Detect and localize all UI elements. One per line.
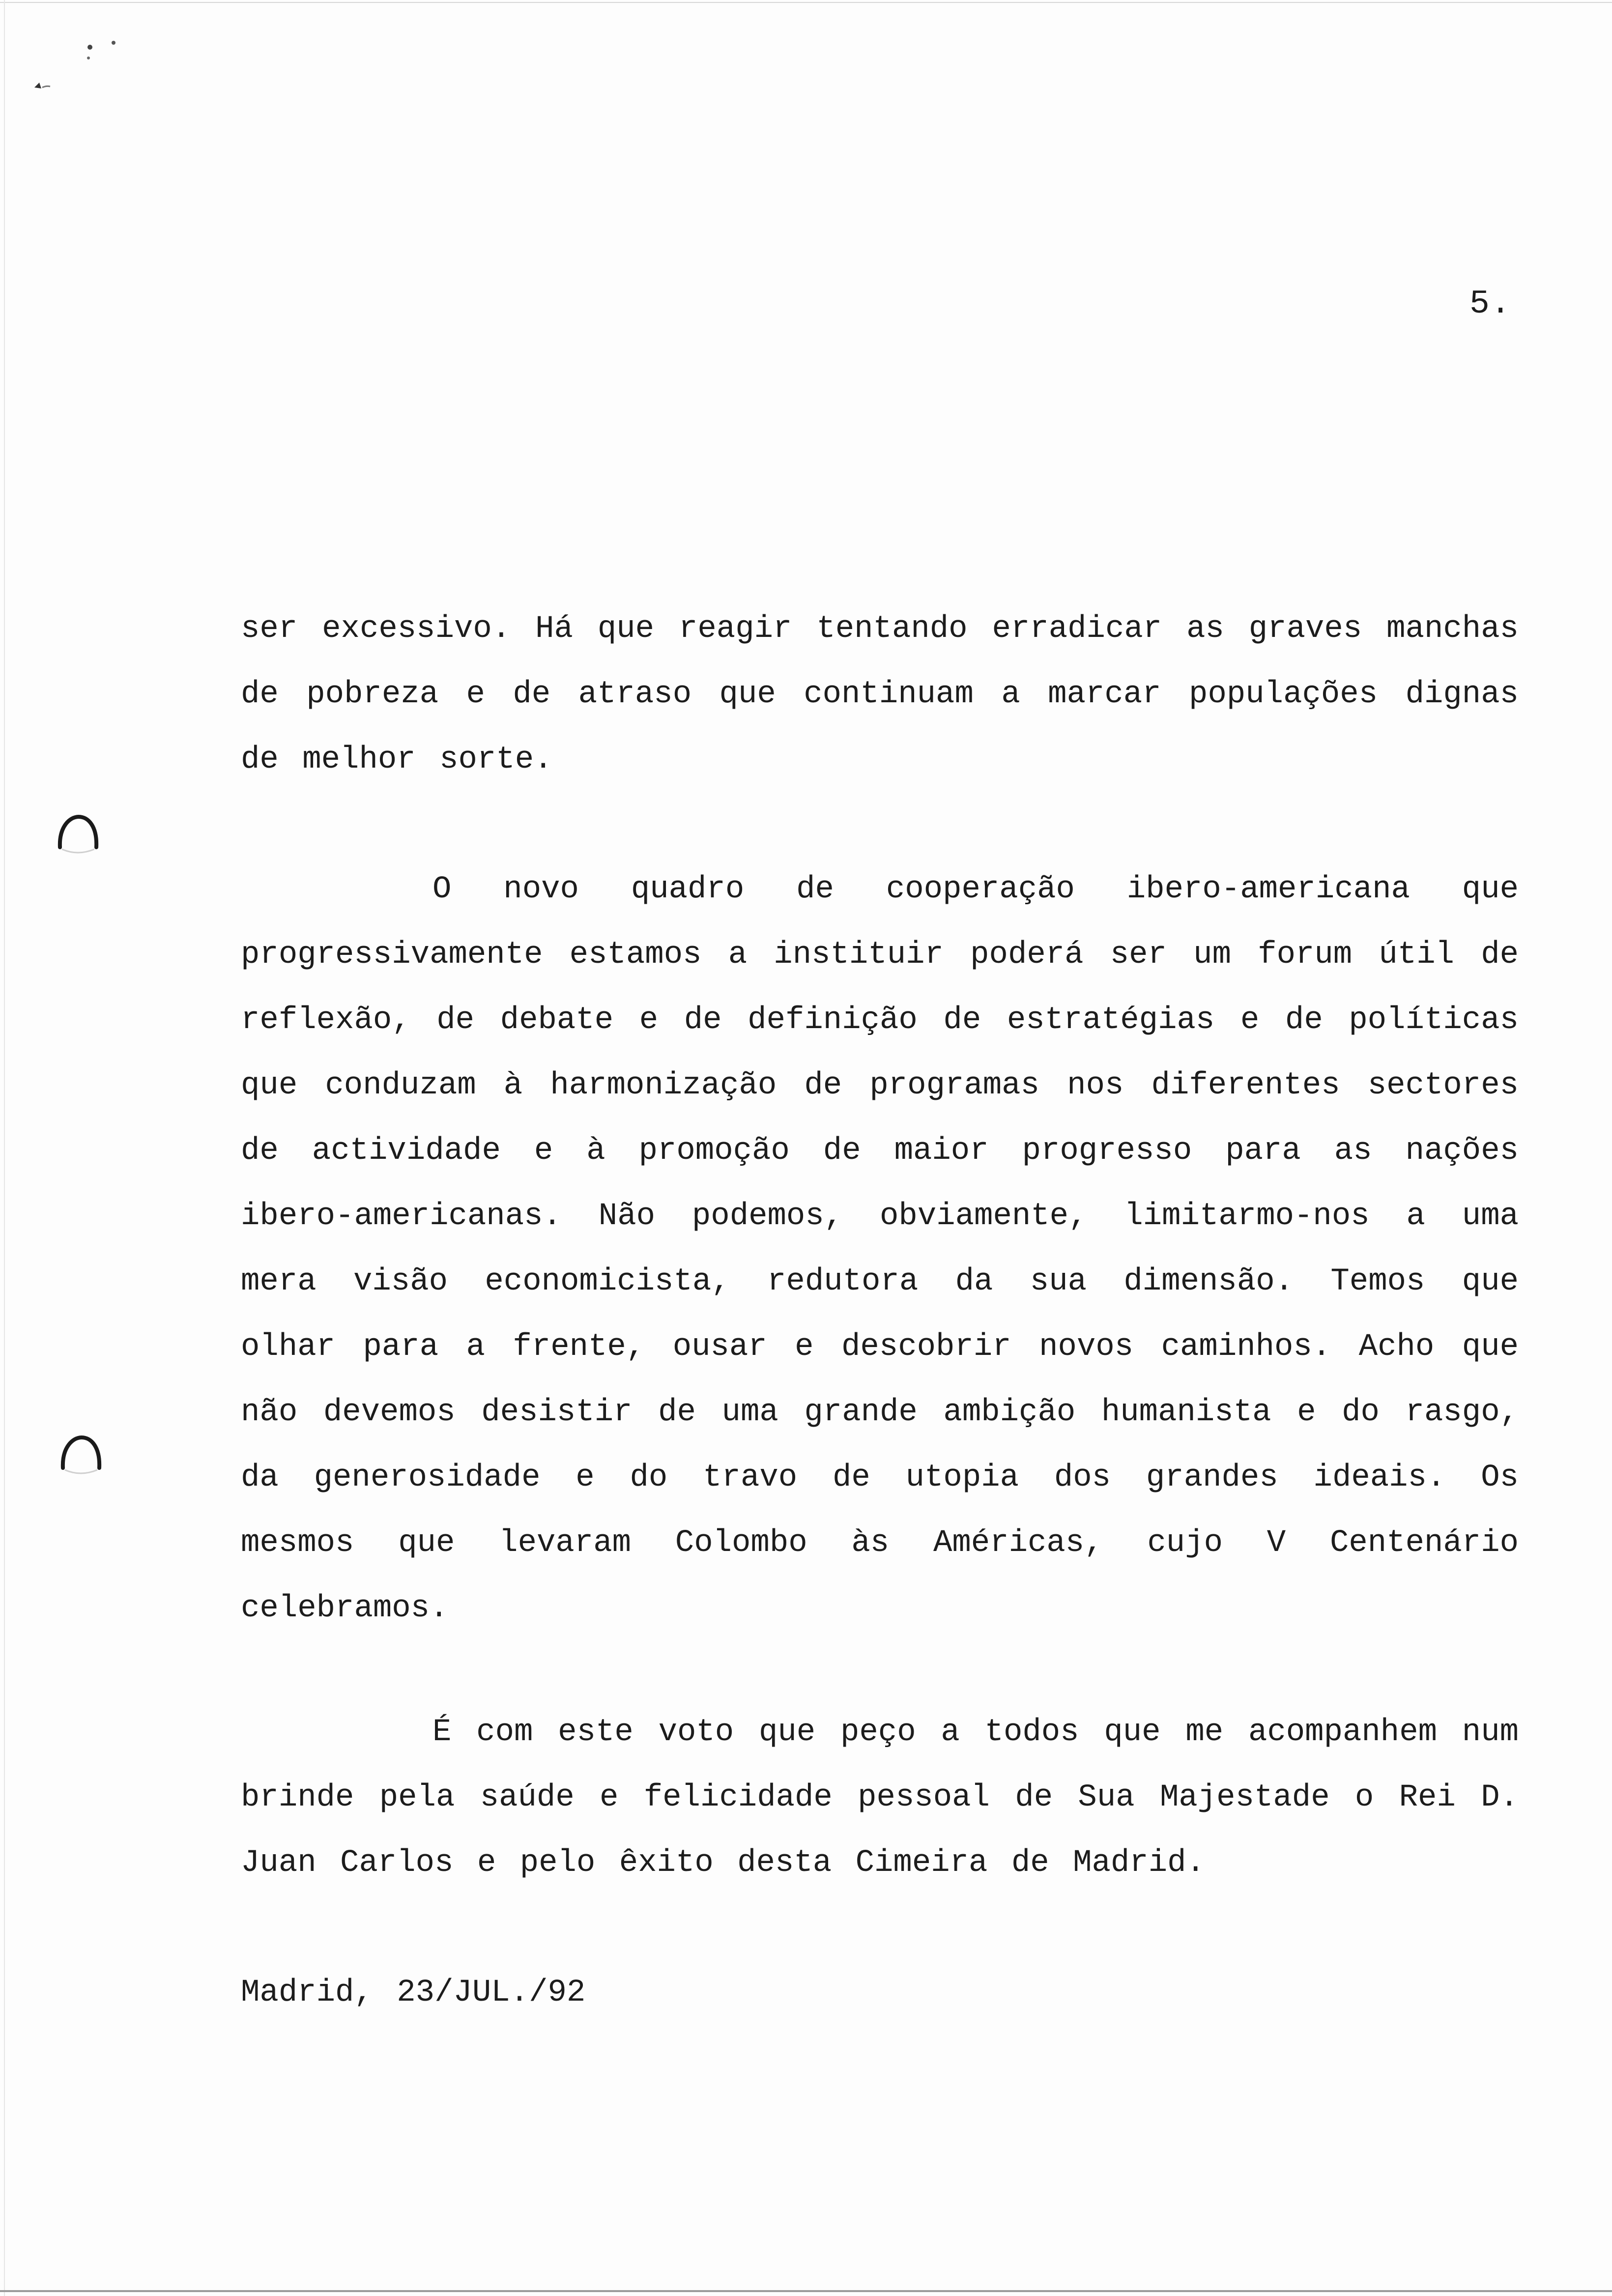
punch-hole-icon	[58, 1433, 103, 1478]
scan-edge-bottom	[0, 2290, 1612, 2292]
place-date: Madrid, 23/JUL./92	[241, 1975, 586, 2010]
paragraph-2: O novo quadro de cooperação ibero-americana que progressivamente estamos a instituir poderá ser um forum útil de reflexão, de debate e de definição de estratégias e de políticas que conduzam à harmonização de programas nos diferentes sectores de actividade e à promoção de maior progresso para as nações ibero-americanas. Não podemos, obviamente, limitarmo-nos a uma mera visão economicista, redutora da sua dimensão. Temos que olhar para a frente, ousar e descobrir novos caminhos. Acho que não devemos desistir de uma grande ambição humanista e do rasgo, da generosidade e do travo de utopia dos grandes ideais. Os mesmos que levaram Colombo às Américas, cujo V Centenário celebramos.	[241, 872, 1519, 1626]
punch-hole-icon	[55, 812, 100, 857]
page-number: 5.	[1469, 285, 1512, 323]
paragraph-1: ser excessivo. Há que reagir tentando erradicar as graves manchas de pobreza e de atraso que continuam a marcar populações dignas de melhor sorte.	[241, 611, 1519, 777]
scan-edge-left	[4, 0, 5, 2296]
paragraph-3: É com este voto que peço a todos que me acompanhem num brinde pela saúde e felicidade pessoal de Sua Majestade o Rei D. Juan Carlos e pelo êxito desta Cimeira de Madrid.	[241, 1715, 1519, 1881]
scan-specks	[25, 34, 133, 103]
scan-edge-top	[0, 2, 1612, 3]
